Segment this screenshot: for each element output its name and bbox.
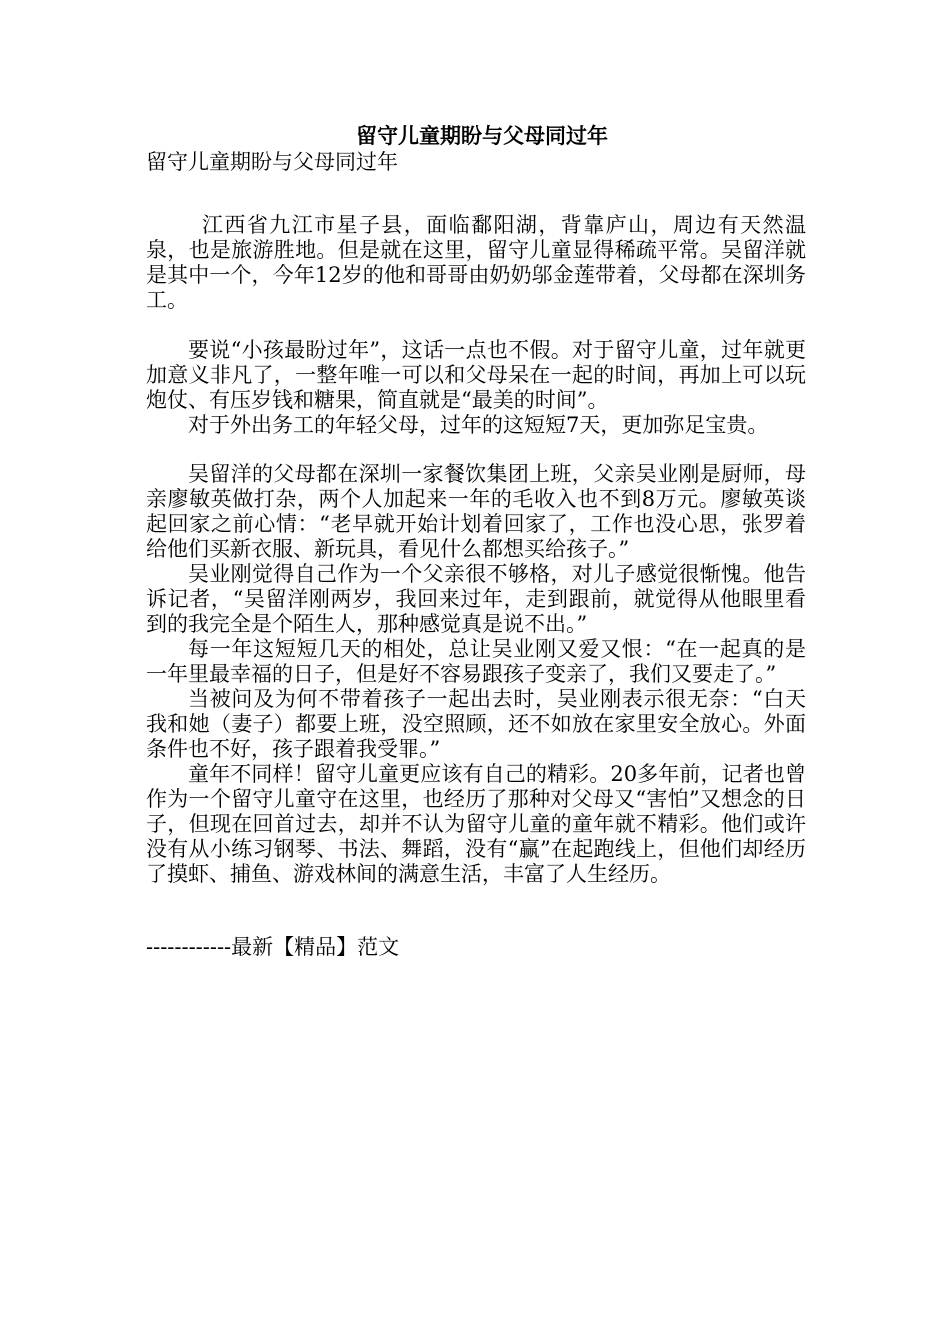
paragraph-8: 童年不同样！留守儿童更应该有自己的精彩。20多年前，记者也曾作为一个留守儿童守在这里，也经历了那种对父母又“害怕”又想念的日子，但现在回首过去，却并不认为留守儿童的童年就不精彩。他们或许没有从小练习钢琴、书法、舞蹈，没有“赢”在起跑线上，但他们却经历了摸虾、捕鱼、游戏林间的满意生活，丰富了人生经历。 — [146, 762, 806, 886]
paragraph-1: 江西省九江市星子县，面临鄱阳湖，背靠庐山，周边有天然温泉，也是旅游胜地。但是就在这里，留守儿童显得稀疏平常。吴留洋就是其中一个，今年12岁的他和哥哥由奶奶邬金莲带着，父母都在深圳务工。 — [146, 213, 806, 312]
paragraph-3: 对于外出务工的年轻父母，过年的这短短7天，更加弥足宝贵。 — [188, 413, 769, 437]
document-subtitle: 留守儿童期盼与父母同过年 — [146, 150, 398, 174]
footer-text: ------------最新【精品】范文 — [146, 935, 400, 959]
document-title: 留守儿童期盼与父母同过年 — [356, 123, 608, 148]
paragraph-5: 吴业刚觉得自己作为一个父亲很不够格，对儿子感觉很惭愧。他告诉记者，“吴留洋刚两岁，我回来过年，走到跟前，就觉得从他眼里看到的我完全是个陌生人，那种感觉真是说不出。” — [146, 562, 806, 636]
paragraph-4: 吴留洋的父母都在深圳一家餐饮集团上班，父亲吴业刚是厨师，母亲廖敏英做打杂，两个人加起来一年的毛收入也不到8万元。廖敏英谈起回家之前心情：“老早就开始计划着回家了，工作也没心思，张罗着给他们买新衣服、新玩具，看见什么都想买给孩子。” — [146, 462, 806, 561]
paragraph-6: 每一年这短短几天的相处，总让吴业刚又爱又恨：“在一起真的是一年里最幸福的日子，但是好不容易跟孩子变亲了，我们又要走了。” — [146, 637, 806, 686]
document-body — [146, 123, 806, 960]
paragraph-7: 当被问及为何不带着孩子一起出去时，吴业刚表示很无奈：“白天我和她（妻子）都要上班，没空照顾，还不如放在家里安全放心。外面条件也不好，孩子跟着我受罪。” — [146, 687, 806, 761]
paragraph-2: 要说“小孩最盼过年”，这话一点也不假。对于留守儿童，过年就更加意义非凡了，一整年唯一可以和父母呆在一起的时间，再加上可以玩炮仗、有压岁钱和糖果，简直就是“最美的时间”。 — [146, 338, 806, 412]
